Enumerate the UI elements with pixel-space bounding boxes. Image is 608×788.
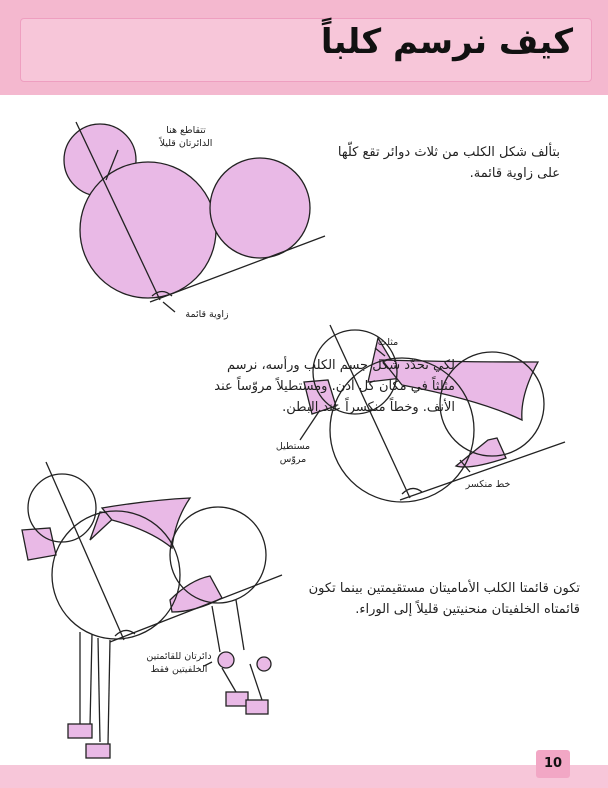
label-triangle: مثلث (377, 337, 399, 348)
label-hind-circles: دائرتان للقائمتين الخلفيتين فقط (146, 651, 212, 675)
fig3-hind-paw-circle-1 (218, 652, 234, 668)
fig3-front-leg-2 (90, 634, 92, 726)
label-intersect: تتقاطع هنا الدائرتان قليلاً (159, 125, 213, 149)
paragraph-legs: تكون قائمتا الكلب الأماميتان مستقيمتين بينما تكون قائمتاه الخلفيتان منحنيتين قليلاً إلى الوراء. (308, 581, 580, 617)
fig3-front-paw-2 (86, 744, 110, 758)
paragraph-circles: بتألف شكل الكلب من ثلاث دوائر تقع كلّها على زاوية قائمة. (337, 145, 560, 181)
page-number: 10 (536, 750, 570, 778)
label-right-angle: زاوية قائمة (185, 309, 229, 320)
fig3-front-leg-3 (98, 638, 100, 742)
fig3-chest-circle (52, 511, 180, 639)
fig3-front-paw-1 (68, 724, 92, 738)
paragraph-shapes: لكي نحدّد شكل جسم الكلب ورأسه، نرسم مثلثاً في مكان كل أذن. ومستطيلاً مروّساً عند الأنف. وخطاً منكسراً عند البطن. (214, 358, 455, 415)
fig3-front-leg-4 (108, 640, 110, 744)
fig1-chest-circle (80, 162, 216, 298)
fig3-hind-paw-2 (246, 700, 268, 714)
footer-bar (0, 765, 608, 788)
fig3-head-circle (28, 474, 96, 542)
label-broken-line: خط منكسر (465, 479, 511, 490)
fig3-back-fill (102, 498, 190, 548)
page-title: كيف نرسم كلباً (320, 22, 573, 62)
fig3-axis-line (46, 462, 124, 640)
fig3-hind-circle (170, 507, 266, 603)
fig2-belly-fill (456, 438, 506, 467)
fig3-hind-paw-circle-2 (257, 657, 271, 671)
fig3-hind-leg-1 (212, 606, 220, 652)
label-rect-text: مستطيل مروّس (275, 441, 311, 465)
fig3-hind-leg-3 (222, 668, 236, 692)
fig1-hind-circle (210, 158, 310, 258)
fig3-hind-paw-1 (226, 692, 248, 706)
fig3-hind-leg-2 (236, 600, 244, 650)
